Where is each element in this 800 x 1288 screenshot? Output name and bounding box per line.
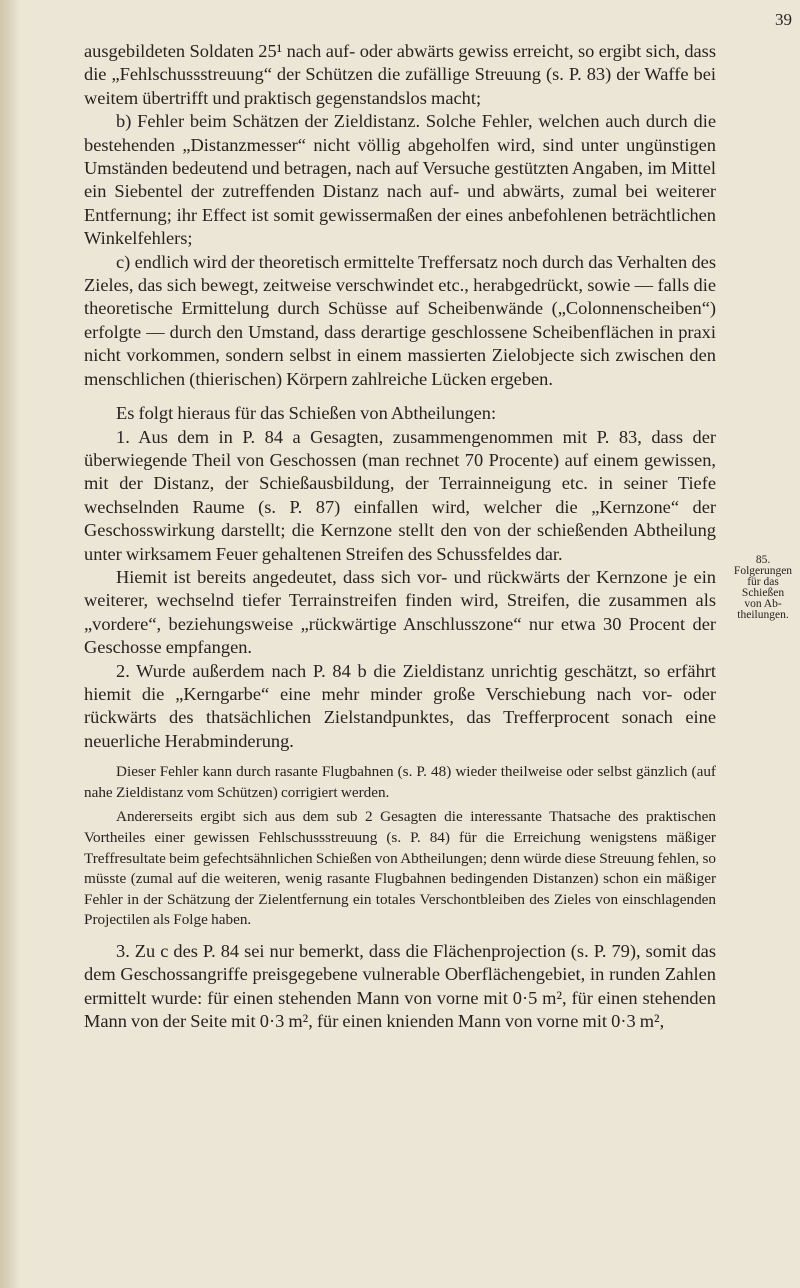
- paragraph: Hiemit ist bereits angedeutet, dass sich vor- und rückwärts der Kernzone je ein weiterer, wechselnd tiefer Terrainstreifen finden wird, Streifen, die zusammen als „vordere“, beziehungsweise „rückwärtige Anschlusszone“ nur etwa 30 Procent der Geschosse empfangen.: [84, 566, 716, 658]
- body-text: [84, 40, 716, 1034]
- small-print-paragraph: Dieser Fehler kann durch rasante Flugbahnen (s. P. 48) wieder theilweise oder selbst gänzlich (auf nahe Zieldistanz vom Schützen) corrigiert werden.: [84, 763, 716, 801]
- marginal-note-line: für das Schießen: [741, 576, 785, 599]
- marginal-note-line: theilungen.: [737, 609, 789, 621]
- marginal-note-line: von Ab-: [744, 598, 782, 610]
- paragraph: ausgebildeten Soldaten 25¹ nach auf- oder abwärts gewiss erreicht, so ergibt sich, dass die „Fehlschussstreuung“ der Schützen die zufällige Streuung (s. P. 83) der Waffe bei weitem übertrifft und praktisch gegenstandslos macht;: [84, 41, 716, 108]
- small-print-paragraph: Andererseits ergibt sich aus dem sub 2 Gesagten die interessante Thatsache des praktischen Vortheiles einer gewissen Fehlschussstreuung (s. P. 84) für die Erreichung wenigstens mäßiger Treffresultate beim gefechtsähnlichen Schießen von Abtheilungen; denn würde diese Streuung fehlen, so müsste (zumal auf die weiteren, wenig rasante Flugbahnen bedingenden Distanzen) schon ein mäßiger Fehler in der Schätzung der Zielentfernung ein totales Verschontbleiben des Zieles von einschlagenden Projectilen als Folge haben.: [84, 808, 716, 929]
- paragraph: Es folgt hieraus für das Schießen von Abtheilungen:: [116, 403, 497, 424]
- paragraph: 1. Aus dem in P. 84 a Gesagten, zusammengenommen mit P. 83, dass der überwiegende Theil von Geschossen (man rechnet 70 Procente) auf einem gewissen, mit der Distanz, der Schießausbildung, der Terrainneigung etc. in seiner Tiefe wechselnden Raume (s. P. 87) einfallen wird, welcher die „Kernzone“ der Geschosswirkung darstellt; die Kernzone stellt den von der schießenden Abtheilung unter wirksamem Feuer gehaltenen Streifen des Schussfeldes dar.: [84, 426, 716, 564]
- paragraph: b) Fehler beim Schätzen der Zieldistanz. Solche Fehler, welchen auch durch die bestehenden „Distanzmesser“ nicht völlig abgeholfen wird, sind unter ungünstigen Umständen bedeutend und betragen, nach auf Versuche gestützten Angaben, im Mittel ein Siebentel der zutreffenden Distanz nach auf- und abwärts, zumal bei weiterer Entfernung; ihr Effect ist somit gewissermaßen der eines anbefohlenen beträchtlichen Winkelfehlers;: [84, 111, 716, 249]
- book-spine-shadow: [0, 0, 20, 1288]
- paragraph: c) endlich wird der theoretisch ermittelte Treffersatz noch durch das Verhalten des Zieles, das sich bewegt, zeitweise verschwindet etc., herabgedrückt, sowie — falls die theoretische Ermittelung durch Schüsse auf Scheibenwände („Colonnenscheiben“) erfolgte — durch den Umstand, dass derartige geschlossene Scheibenflächen in praxi nicht vorkommen, sondern selbst in einem massierten Zielobjecte sich zwischen den menschlichen (thierischen) Körpern zahlreiche Lücken ergeben.: [84, 251, 716, 389]
- page-number: 39: [775, 10, 792, 29]
- paragraph: 3. Zu c des P. 84 sei nur bemerkt, dass die Flächenprojection (s. P. 79), somit das dem Geschossangriffe preisgegebene vulnerable Oberflächengebiet, in runden Zahlen ermittelt wurde: für einen stehenden Mann von vorne mit 0·5 m², für einen stehenden Mann von der Seite mit 0·3 m², für einen knienden Mann von vorne mit 0·3 m²,: [84, 940, 716, 1032]
- marginal-note: [730, 555, 796, 621]
- paragraph: 2. Wurde außerdem nach P. 84 b die Zieldistanz unrichtig geschätzt, so erfährt hiemit die „Kerngarbe“ eine mehr minder große Verschiebung nach vor- oder rückwärts des thatsächlichen Zielstandpunktes, das Trefferprocent sonach eine neuerliche Herabminderung.: [84, 660, 716, 751]
- marginal-note-line: 85. Folgerungen: [733, 554, 793, 577]
